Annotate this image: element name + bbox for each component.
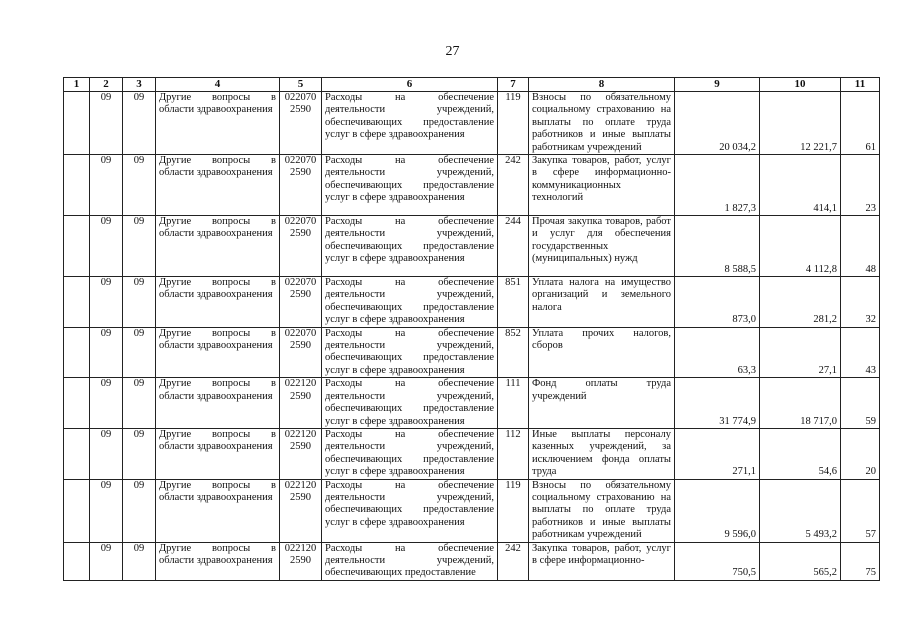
cell-section: 09 (90, 327, 123, 378)
code-part: 2590 (290, 554, 311, 566)
cell-actual: 54,6 (760, 428, 841, 479)
cell-subsection: 09 (123, 542, 156, 580)
code-part: 2590 (290, 491, 311, 503)
code-part: 2590 (290, 340, 311, 352)
cell-subsection: 09 (123, 277, 156, 328)
code-part: 022070 (284, 155, 317, 167)
budget-table (63, 77, 880, 581)
cell-plan: 63,3 (675, 327, 760, 378)
code-part: 2590 (290, 390, 311, 402)
header-cell: 8 (529, 78, 675, 92)
header-cell: 10 (760, 78, 841, 92)
code-part: 2590 (290, 289, 311, 301)
cell-article-name: Расходы на обеспечение деятельности учреждений, обеспечивающих предоставление (322, 542, 498, 580)
cell-plan: 9 596,0 (675, 479, 760, 542)
code-part: 2590 (290, 228, 311, 240)
cell-col-1 (64, 277, 90, 328)
table-row (64, 155, 880, 216)
cell-actual: 4 112,8 (760, 216, 841, 277)
cell-subsection: 09 (123, 216, 156, 277)
cell-subsection-name: Другие вопросы в области здравоохранения (156, 277, 280, 328)
table-row (64, 327, 880, 378)
cell-percent: 59 (841, 378, 880, 429)
cell-article-name: Расходы на обеспечение деятельности учреждений, обеспечивающих предоставление услуг в сфере здравоохранения (322, 92, 498, 155)
page-number: 27 (445, 44, 460, 59)
cell-col-1 (64, 92, 90, 155)
cell-percent: 20 (841, 428, 880, 479)
header-cell: 7 (498, 78, 529, 92)
cell-section: 09 (90, 155, 123, 216)
cell-subsection-name: Другие вопросы в области здравоохранения (156, 542, 280, 580)
cell-actual: 27,1 (760, 327, 841, 378)
cell-section: 09 (90, 542, 123, 580)
cell-subsection: 09 (123, 428, 156, 479)
cell-subsection-name: Другие вопросы в области здравоохранения (156, 428, 280, 479)
cell-percent: 48 (841, 216, 880, 277)
cell-col-1 (64, 542, 90, 580)
cell-subsection-name: Другие вопросы в области здравоохранения (156, 155, 280, 216)
header-cell: 3 (123, 78, 156, 92)
cell-expense-type: 242 (498, 155, 529, 216)
cell-subsection-name: Другие вопросы в области здравоохранения (156, 92, 280, 155)
cell-col-1 (64, 428, 90, 479)
cell-col-1 (64, 216, 90, 277)
cell-subsection: 09 (123, 378, 156, 429)
cell-expense-type: 119 (498, 479, 529, 542)
cell-section: 09 (90, 92, 123, 155)
cell-col-1 (64, 327, 90, 378)
cell-actual: 18 717,0 (760, 378, 841, 429)
code-part: 2590 (290, 441, 311, 453)
cell-target-article (280, 428, 322, 479)
cell-subsection-name: Другие вопросы в области здравоохранения (156, 216, 280, 277)
cell-article-name: Расходы на обеспечение деятельности учреждений, обеспечивающих предоставление услуг в сфере здравоохранения (322, 216, 498, 277)
header-cell: 5 (280, 78, 322, 92)
cell-expense-type: 852 (498, 327, 529, 378)
cell-percent: 23 (841, 155, 880, 216)
cell-expense-name: Закупка товаров, работ, услуг в сфере информационно-коммуникационных технологий (529, 155, 675, 216)
cell-plan: 271,1 (675, 428, 760, 479)
cell-section: 09 (90, 216, 123, 277)
cell-expense-type: 112 (498, 428, 529, 479)
cell-subsection-name: Другие вопросы в области здравоохранения (156, 378, 280, 429)
cell-subsection-name: Другие вопросы в области здравоохранения (156, 327, 280, 378)
table-row (64, 277, 880, 328)
code-part: 022070 (284, 216, 317, 228)
cell-plan: 31 774,9 (675, 378, 760, 429)
cell-expense-type: 244 (498, 216, 529, 277)
cell-expense-name: Уплата прочих налогов, сборов (529, 327, 675, 378)
cell-expense-name: Фонд оплаты труда учреждений (529, 378, 675, 429)
cell-actual: 5 493,2 (760, 479, 841, 542)
cell-percent: 43 (841, 327, 880, 378)
cell-expense-name: Прочая закупка товаров, работ и услуг для обеспечения государственных (муниципальных) нужд (529, 216, 675, 277)
cell-article-name: Расходы на обеспечение деятельности учреждений, обеспечивающих предоставление услуг в сфере здравоохранения (322, 327, 498, 378)
cell-subsection: 09 (123, 92, 156, 155)
cell-percent: 61 (841, 92, 880, 155)
code-part: 022120 (284, 378, 317, 390)
cell-percent: 57 (841, 479, 880, 542)
cell-article-name: Расходы на обеспечение деятельности учреждений, обеспечивающих предоставление услуг в сфере здравоохранения (322, 277, 498, 328)
cell-percent: 32 (841, 277, 880, 328)
table-row (64, 428, 880, 479)
cell-expense-type: 111 (498, 378, 529, 429)
code-part: 022070 (284, 277, 317, 289)
cell-target-article (280, 92, 322, 155)
cell-col-1 (64, 479, 90, 542)
cell-subsection: 09 (123, 327, 156, 378)
cell-expense-name: Взносы по обязательному социальному страхованию на выплаты по оплате труда работников и иные выплаты работникам учреждений (529, 92, 675, 155)
cell-actual: 414,1 (760, 155, 841, 216)
cell-subsection-name: Другие вопросы в области здравоохранения (156, 479, 280, 542)
cell-expense-type: 242 (498, 542, 529, 580)
code-part: 022070 (284, 92, 317, 103)
header-cell: 1 (64, 78, 90, 92)
header-cell: 2 (90, 78, 123, 92)
cell-target-article (280, 479, 322, 542)
cell-target-article (280, 155, 322, 216)
table-row (64, 216, 880, 277)
header-cell: 6 (322, 78, 498, 92)
code-part: 022120 (284, 479, 317, 491)
cell-article-name: Расходы на обеспечение деятельности учреждений, обеспечивающих предоставление услуг в сфере здравоохранения (322, 155, 498, 216)
cell-plan: 20 034,2 (675, 92, 760, 155)
cell-plan: 1 827,3 (675, 155, 760, 216)
cell-plan: 873,0 (675, 277, 760, 328)
cell-expense-type: 851 (498, 277, 529, 328)
cell-expense-name: Уплата налога на имущество организаций и земельного налога (529, 277, 675, 328)
table-row (64, 92, 880, 155)
header-cell: 9 (675, 78, 760, 92)
cell-article-name: Расходы на обеспечение деятельности учреждений, обеспечивающих предоставление услуг в сфере здравоохранения (322, 479, 498, 542)
cell-target-article (280, 542, 322, 580)
cell-expense-name: Взносы по обязательному социальному страхованию на выплаты по оплате труда работников и иные выплаты работникам учреждений (529, 479, 675, 542)
code-part: 022070 (284, 327, 317, 339)
cell-article-name: Расходы на обеспечение деятельности учреждений, обеспечивающих предоставление услуг в сфере здравоохранения (322, 378, 498, 429)
cell-section: 09 (90, 378, 123, 429)
cell-col-1 (64, 378, 90, 429)
table-row (64, 542, 880, 580)
cell-subsection: 09 (123, 479, 156, 542)
cell-actual: 565,2 (760, 542, 841, 580)
cell-article-name: Расходы на обеспечение деятельности учреждений, обеспечивающих предоставление услуг в сфере здравоохранения (322, 428, 498, 479)
code-part: 022120 (284, 542, 317, 554)
cell-target-article (280, 216, 322, 277)
cell-plan: 8 588,5 (675, 216, 760, 277)
table-row (64, 378, 880, 429)
cell-section: 09 (90, 428, 123, 479)
cell-expense-type: 119 (498, 92, 529, 155)
cell-target-article (280, 277, 322, 328)
code-part: 2590 (290, 167, 311, 179)
header-cell: 11 (841, 78, 880, 92)
cell-expense-name: Закупка товаров, работ, услуг в сфере информационно- (529, 542, 675, 580)
cell-plan: 750,5 (675, 542, 760, 580)
cell-actual: 281,2 (760, 277, 841, 328)
cell-col-1 (64, 155, 90, 216)
cell-target-article (280, 378, 322, 429)
header-cell: 4 (156, 78, 280, 92)
cell-actual: 12 221,7 (760, 92, 841, 155)
cell-expense-name: Иные выплаты персоналу казенных учреждений, за исключением фонда оплаты труда (529, 428, 675, 479)
cell-target-article (280, 327, 322, 378)
code-part: 2590 (290, 104, 311, 116)
cell-percent: 75 (841, 542, 880, 580)
table-row (64, 479, 880, 542)
table-header-row (64, 78, 880, 92)
code-part: 022120 (284, 428, 317, 440)
cell-subsection: 09 (123, 155, 156, 216)
cell-section: 09 (90, 277, 123, 328)
cell-section: 09 (90, 479, 123, 542)
